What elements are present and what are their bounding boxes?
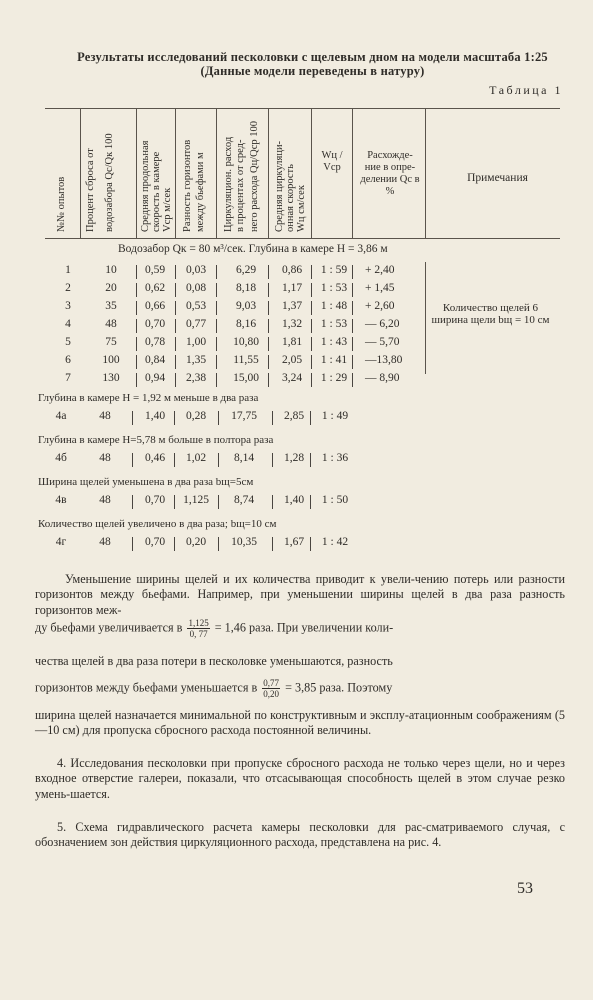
table-row [0,494,593,512]
notes-cell: Количество щелей 6 ширина щели bщ = 10 см [431,302,550,326]
cell-separator [216,319,217,333]
table-cell-g: — 6,20 [365,318,400,330]
cell-separator [311,337,312,351]
header-circ-velocity-2: онная скорость [285,164,296,232]
table-cell-f: 1 : 53 [320,318,348,330]
table-cell-c: 0,20 [185,536,207,548]
table-cell-f: 1 : 43 [320,336,348,348]
cell-separator [174,495,175,509]
table-cell-e: 2,05 [281,354,303,366]
cell-separator [175,301,176,315]
table-cell-d: 17,75 [231,410,257,422]
table-cell-a: 20 [105,282,117,294]
cell-separator [218,411,219,425]
experiment-caption: Глубина в камере H = 1,92 м меньше в два раза [38,392,259,404]
cell-separator [136,265,137,279]
table-cell-f: 1 : 59 [320,264,348,276]
experiment-caption: Ширина щелей уменьшена в два раза bщ=5см [38,476,254,488]
table-row [0,336,593,354]
table-cell-d: 10,35 [231,536,257,548]
table-cell-e: 1,17 [281,282,303,294]
cell-separator [216,301,217,315]
experiment-caption: Глубина в камере H=5,78 м больше в полтора раза [38,434,274,446]
table-cell-d: 8,18 [235,282,257,294]
paragraph-1-end: ширина щелей назначается минимальной по конструктивным и эксплу-атационным соображениям (5—10 см) для пропуска сбросного расхода постоянной величины. [35,708,565,738]
col-divider [352,108,353,238]
table-cell-e: 1,81 [281,336,303,348]
cell-separator [352,283,353,297]
cell-separator [136,355,137,369]
table-cell-n: 4а [55,410,67,422]
table-cell-g: — 5,70 [365,336,400,348]
cell-separator [311,283,312,297]
cell-separator [352,355,353,369]
cell-separator [268,373,269,387]
header-discharge-pct-2: водозабора Qс/Qк 100 [104,133,115,232]
table-cell-e: 1,40 [283,494,305,506]
table-cell-f: 1 : 50 [321,494,349,506]
table-cell-a: 48 [99,410,111,422]
cell-separator [311,301,312,315]
notes-divider [425,262,426,374]
text-before-fraction-2: горизонтов между бьефами уменьшается в [35,680,258,695]
paragraph-1 [35,572,565,618]
cell-separator [132,537,133,551]
table-cell-g: —13,80 [365,354,403,366]
col-divider [136,108,137,238]
table-cell-b: 0,62 [144,282,166,294]
header-circ-flow-2: в процентах от сред- [235,139,246,232]
cell-separator [272,453,273,467]
table-top-border [45,108,560,109]
table-cell-n: 5 [65,336,71,348]
cell-separator [218,537,219,551]
experiment-caption: Количество щелей увеличено в два раза; bщ=10 см [38,518,277,530]
cell-separator [175,337,176,351]
header-ratio: Wц / Vср [321,150,343,173]
table-cell-b: 0,84 [144,354,166,366]
table-cell-d: 8,14 [233,452,255,464]
cell-separator [174,453,175,467]
cell-separator [272,411,273,425]
cell-separator [174,537,175,551]
table-cell-g: + 2,40 [365,264,395,276]
table-cell-e: 1,67 [283,536,305,548]
paragraph-2: 4. Исследования песколовки при пропуске сбросного расхода не только через щели, но и через входное отверстие галереи, показали, что отсасывающая способность щелей в этом случае резко умень-шается. [35,756,565,801]
header-circ-velocity-3: Wц см/сек [296,185,307,232]
fraction-2-denominator: 0,20 [263,689,280,699]
table-cell-a: 100 [102,354,120,366]
paragraph-1-line-fraction2 [35,678,565,699]
table-cell-a: 48 [99,452,111,464]
table-cell-b: 1,40 [144,410,166,422]
header-level-diff-1: Разность горизонтов [182,139,193,232]
fraction-1-numerator: 1,125 [188,618,209,628]
table-cell-e: 3,24 [281,372,303,384]
table-cell-d: 9,03 [235,300,257,312]
table-cell-c: 0,08 [185,282,207,294]
cell-separator [218,495,219,509]
cell-separator [174,411,175,425]
cell-separator [268,301,269,315]
fraction-1 [187,618,209,639]
cell-separator [132,495,133,509]
table-cell-d: 11,55 [233,354,259,366]
header-velocity-1: Средняя продольная [140,140,151,232]
fraction-1-denominator: 0, 77 [189,629,208,639]
paragraph-3: 5. Схема гидравлического расчета камеры песколовки для рас-сматриваемого случая, с обозначением зон действия циркуляционного расхода, представлена на рис. 4. [35,820,565,850]
cell-separator [311,355,312,369]
table-title: Результаты исследований песколовки с щелевым дном на модели масштаба 1:25 (Данные модели переведены в натуру) [77,50,548,78]
cell-separator [136,319,137,333]
table-cell-f: 1 : 48 [320,300,348,312]
table-cell-d: 8,16 [235,318,257,330]
table-cell-n: 4г [55,536,67,548]
cell-separator [132,411,133,425]
cell-separator [175,373,176,387]
cell-separator [310,537,311,551]
table-cell-n: 1 [65,264,71,276]
cell-separator [268,337,269,351]
table-row [0,264,593,282]
table-cell-b: 0,70 [144,536,166,548]
table-cell-d: 15,00 [233,372,259,384]
table-cell-d: 10,80 [233,336,259,348]
table-cell-f: 1 : 29 [320,372,348,384]
cell-separator [175,265,176,279]
table-row [0,410,593,428]
table-cell-c: 0,28 [185,410,207,422]
table-cell-b: 0,59 [144,264,166,276]
table-cell-b: 0,66 [144,300,166,312]
header-experiment-no: №№ опытов [56,176,67,232]
table-cell-c: 1,35 [185,354,207,366]
table-cell-g: + 2,60 [365,300,395,312]
cell-separator [175,355,176,369]
table-cell-a: 10 [105,264,117,276]
table-cell-c: 0,77 [185,318,207,330]
table-cell-n: 7 [65,372,71,384]
cell-separator [311,319,312,333]
table-row [0,452,593,470]
table-cell-a: 48 [99,494,111,506]
cell-separator [352,319,353,333]
table-label: Таблица 1 [489,83,563,97]
table-row [0,282,593,300]
cell-separator [216,283,217,297]
cell-separator [352,301,353,315]
header-circ-flow-1: Циркуляцион. расход [223,136,234,232]
table-cell-n: 6 [65,354,71,366]
table-cell-f: 1 : 42 [321,536,349,548]
table-cell-a: 48 [105,318,117,330]
cell-separator [268,283,269,297]
paragraph-1-line-3: чества щелей в два раза потери в песколовке уменьшаются, разность [35,654,393,668]
header-notes: Примечания [467,172,528,184]
table-cell-n: 2 [65,282,71,294]
cell-separator [136,301,137,315]
header-velocity-3: Vср м/сек [162,187,173,232]
cell-separator [175,283,176,297]
cell-separator [268,265,269,279]
table-cell-e: 2,85 [283,410,305,422]
paragraph-1-text: Уменьшение ширины щелей и их количества приводит к увели-чению потерь или разности горизонтов между бьефами. Например, при уменьшении ширины щелей в два раза разность горизонтов меж- [35,572,565,617]
cell-separator [136,373,137,387]
table-cell-c: 0,53 [185,300,207,312]
cell-separator [310,453,311,467]
cell-separator [311,265,312,279]
table-cell-b: 0,70 [144,318,166,330]
table-cell-c: 1,02 [185,452,207,464]
table-cell-e: 1,37 [281,300,303,312]
col-divider [311,108,312,238]
text-after-fraction-1: = 1,46 раза. При увеличении коли- [214,620,394,635]
table-cell-a: 35 [105,300,117,312]
table-cell-b: 0,78 [144,336,166,348]
cell-separator [268,319,269,333]
cell-separator [132,453,133,467]
table-cell-n: 4 [65,318,71,330]
table-cell-a: 130 [102,372,120,384]
header-level-diff-2: между бьефами м [195,152,206,232]
col-divider [425,108,426,238]
paragraph-1-line-fraction1 [35,618,565,639]
table-cell-g: + 1,45 [365,282,395,294]
table-cell-f: 1 : 41 [320,354,348,366]
cell-separator [310,411,311,425]
table-cell-b: 0,94 [144,372,166,384]
text-before-fraction-1: ду бьефами увеличивается в [35,620,183,635]
table-header-border [45,238,560,239]
table-cell-c: 1,125 [183,494,209,506]
cell-separator [216,337,217,351]
header-velocity-2: скорость в камере [151,151,162,232]
table-row [0,354,593,372]
col-divider [268,108,269,238]
header-discharge-pct-1: Процент сброса от [85,148,96,232]
text-after-fraction-2: = 3,85 раза. Поэтому [285,680,393,695]
header-circ-flow-3: него расхода Qц/Qср 100 [249,120,260,232]
cell-separator [136,337,137,351]
table-cell-g: — 8,90 [365,372,400,384]
table-cell-c: 1,00 [185,336,207,348]
cell-separator [352,265,353,279]
table-cell-c: 2,38 [185,372,207,384]
table-row [0,372,593,390]
table-cell-n: 4в [55,494,67,506]
cell-separator [272,495,273,509]
table-cell-n: 3 [65,300,71,312]
table-cell-b: 0,46 [144,452,166,464]
cell-separator [218,453,219,467]
table-cell-f: 1 : 49 [321,410,349,422]
page-number: 53 [517,880,533,897]
table-cell-a: 48 [99,536,111,548]
header-discrepancy: Расхожде-ние в опре-делении Qс в % [360,150,420,197]
col-divider [80,108,81,238]
table-row [0,536,593,554]
fraction-2-numerator: 0,77 [263,678,280,688]
cell-separator [352,337,353,351]
table-cell-b: 0,70 [144,494,166,506]
cell-separator [272,537,273,551]
col-divider [175,108,176,238]
cell-separator [311,373,312,387]
cell-separator [216,265,217,279]
table-cell-e: 1,28 [283,452,305,464]
section-caption: Водозабор Qк = 80 м³/сек. Глубина в камере H = 3,86 м [118,243,388,255]
cell-separator [352,373,353,387]
cell-separator [310,495,311,509]
table-cell-n: 4б [55,452,67,464]
table-cell-d: 8,74 [233,494,255,506]
cell-separator [216,355,217,369]
cell-separator [268,355,269,369]
cell-separator [136,283,137,297]
table-cell-e: 1,32 [281,318,303,330]
cell-separator [216,373,217,387]
table-cell-a: 75 [105,336,117,348]
table-cell-f: 1 : 36 [321,452,349,464]
header-circ-velocity-1: Средняя циркуляци- [274,140,285,232]
table-cell-c: 0,03 [185,264,207,276]
table-cell-f: 1 : 53 [320,282,348,294]
table-cell-e: 0,86 [281,264,303,276]
col-divider [216,108,217,238]
cell-separator [175,319,176,333]
fraction-2 [262,678,280,699]
table-cell-d: 6,29 [235,264,257,276]
